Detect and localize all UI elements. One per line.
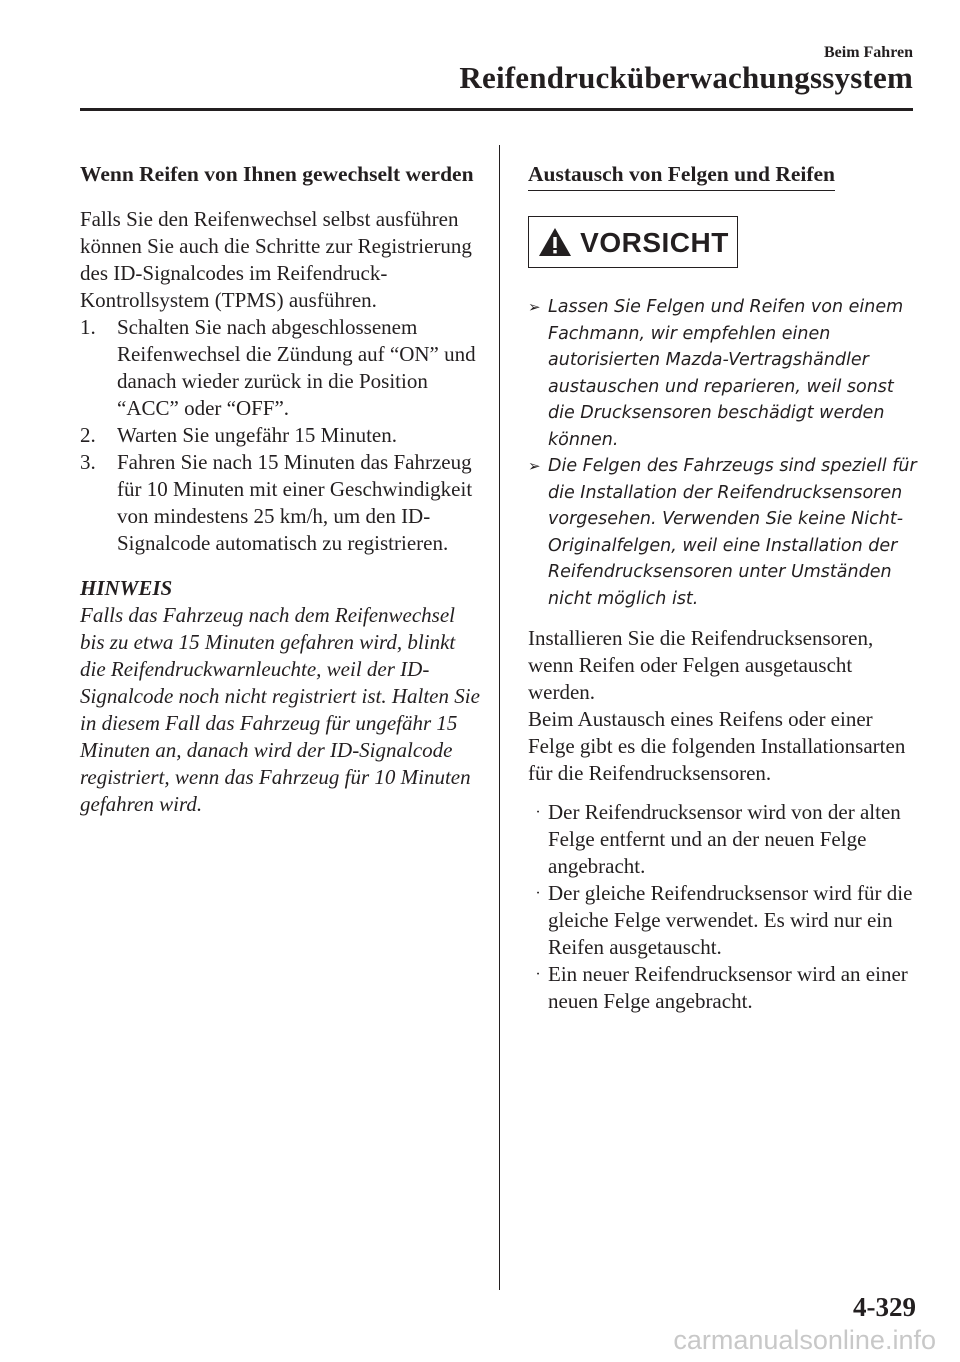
left-column xyxy=(80,160,480,818)
caution-label: VORSICHT xyxy=(580,226,729,258)
step-text: Fahren Sie nach 15 Minuten das Fahrzeug für 10 Minuten mit einer Geschwindigkeit von mindestens 25 km/h, um den ID-Signalcode automatisch zu registrieren. xyxy=(117,450,473,555)
bullet-text: Der Reifendrucksensor wird von der alten Felge entfernt und an der neuen Felge angebracht. xyxy=(548,800,901,878)
list-item xyxy=(528,880,918,961)
section-heading-tire-change: Wenn Reifen von Ihnen gewechselt werden xyxy=(80,162,474,186)
list-item xyxy=(80,422,480,449)
right-column xyxy=(528,160,918,1015)
list-item xyxy=(80,449,480,557)
list-item xyxy=(528,453,918,612)
bullet-dot-icon: · xyxy=(535,804,541,821)
section-heading-rims-tires: Austausch von Felgen und Reifen xyxy=(528,160,835,191)
install-paragraph: Installieren Sie die Reifendrucksensoren, wenn Reifen oder Felgen ausgetauscht werden. xyxy=(528,626,874,704)
install-types-paragraph: Beim Austausch eines Reifens oder einer Felge gibt es die folgenden Installationsarten für die Reifendrucksensoren. xyxy=(528,707,906,785)
bullet-text: Ein neuer Reifendrucksensor wird an einer neuen Felge angebracht. xyxy=(548,962,908,1013)
column-divider xyxy=(499,145,500,1290)
watermark: carmanualsonline.info xyxy=(673,1325,936,1355)
install-types-list xyxy=(528,799,918,1015)
step-text: Warten Sie ungefähr 15 Minuten. xyxy=(117,423,397,447)
bullet-dot-icon: · xyxy=(535,966,541,983)
list-item xyxy=(528,294,918,453)
bullet-dot-icon: · xyxy=(535,885,541,902)
page-title: Reifendrucküberwachungssystem xyxy=(459,60,913,95)
caution-text: Lassen Sie Felgen und Reifen von einem Fachmann, wir empfehlen einen autorisierten Mazda-Vertragshändler austauschen und reparieren, weil sonst die Drucksensoren beschädigt werden können. xyxy=(548,297,904,450)
step-number: 3. xyxy=(80,450,96,474)
caution-text: Die Felgen des Fahrzeugs sind speziell für die Installation der Reifendrucksensoren vorgesehen. Verwenden Sie keine Nicht-Originalfelgen, weil eine Installation der Reifendrucksensoren unter Umständen nicht möglich ist. xyxy=(548,456,917,609)
caution-list xyxy=(528,294,918,612)
step-number: 2. xyxy=(80,423,96,447)
header-rule xyxy=(80,108,913,111)
header-section-label: Beim Fahren xyxy=(823,44,913,61)
list-item xyxy=(80,314,480,422)
bullet-text: Der gleiche Reifendrucksensor wird für die gleiche Felge verwendet. Es wird nur ein Reifen ausgetauscht. xyxy=(548,881,913,959)
list-item xyxy=(528,799,918,880)
caution-banner xyxy=(528,216,738,268)
arrow-bullet-icon: ➢ xyxy=(528,298,541,316)
list-item xyxy=(528,961,918,1015)
arrow-bullet-icon: ➢ xyxy=(528,457,541,475)
warning-triangle-icon xyxy=(537,226,573,258)
steps-list xyxy=(80,314,480,557)
intro-paragraph: Falls Sie den Reifenwechsel selbst ausführen können Sie auch die Schritte zur Registrierung des ID-Signalcodes im Reifendruck-Kontrollsystem (TPMS) ausführen. xyxy=(80,207,472,312)
step-text: Schalten Sie nach abgeschlossenem Reifenwechsel die Zündung auf “ON” und danach wieder zurück in die Position “ACC” oder “OFF”. xyxy=(117,315,476,420)
note-text: Falls das Fahrzeug nach dem Reifenwechsel bis zu etwa 15 Minuten gefahren wird, blinkt die Reifendruckwarnleuchte, weil der ID-Signalcode noch nicht registriert ist. Halten Sie in diesem Fall das Fahrzeug für ungefähr 15 Minuten an, danach wird der ID-Signalcode registriert, wenn das Fahrzeug für 10 Minuten gefahren wird. xyxy=(80,603,480,816)
page-number: 4-329 xyxy=(853,1292,916,1322)
step-number: 1. xyxy=(80,315,96,339)
note-heading: HINWEIS xyxy=(80,576,173,600)
